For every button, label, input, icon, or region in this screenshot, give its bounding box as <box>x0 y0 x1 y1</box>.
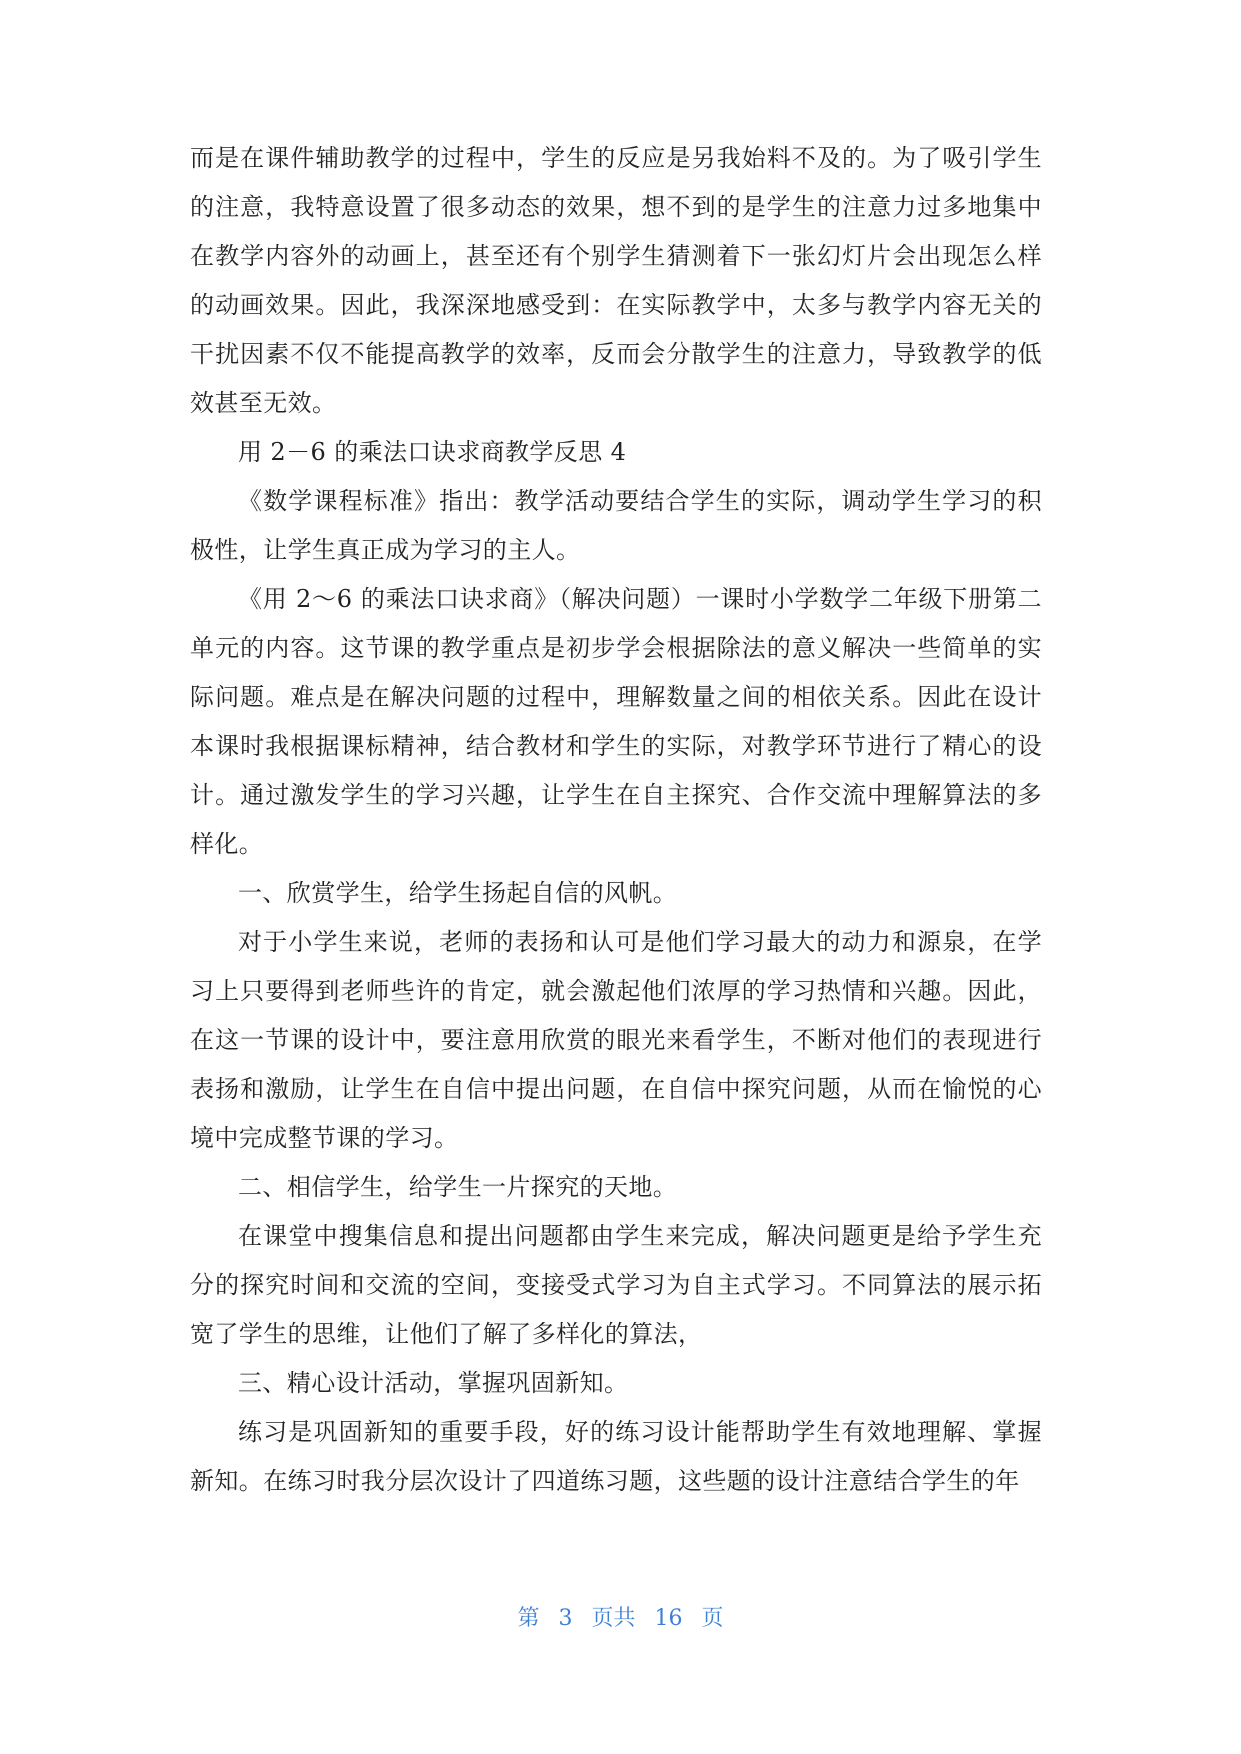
paragraph-10: 练习是巩固新知的重要手段，好的练习设计能帮助学生有效地理解、掌握新知。在练习时我分层次设计了四道练习题，这些题的设计注意结合学生的年 <box>190 1418 1042 1495</box>
page-footer <box>0 1604 1241 1634</box>
paragraph-6: 对于小学生来说，老师的表扬和认可是他们学习最大的动力和源泉，在学习上只要得到老师些许的肯定，就会激起他们浓厚的学习热情和兴趣。因此，在这一节课的设计中，要注意用欣赏的眼光来看学生，不断对他们的表现进行表扬和激励，让学生在自信中提出问题，在自信中探究问题，从而在愉悦的心境中完成整节课的学习。 <box>190 928 1042 1152</box>
footer-total-pages: 16 <box>654 1606 683 1631</box>
section-title: 用 2－6 的乘法口诀求商教学反思 4 <box>238 438 627 466</box>
document-body <box>190 134 1042 1506</box>
paragraph-1: 而是在课件辅助教学的过程中，学生的反应是另我始料不及的。为了吸引学生的注意，我特意设置了很多动态的效果，想不到的是学生的注意力过多地集中在教学内容外的动画上，甚至还有个别学生猜测着下一张幻灯片会出现怎么样的动画效果。因此，我深深地感受到：在实际教学中，太多与教学内容无关的干扰因素不仅不能提高教学的效率，反而会分散学生的注意力，导致教学的低效甚至无效。 <box>190 144 1042 417</box>
paragraph-8: 在课堂中搜集信息和提出问题都由学生来完成，解决问题更是给予学生充分的探究时间和交流的空间，变接受式学习为自主式学习。不同算法的展示拓宽了学生的思维，让他们了解了多样化的算法， <box>190 1222 1042 1348</box>
heading-three: 三、精心设计活动，掌握巩固新知。 <box>238 1369 629 1397</box>
paragraph-4: 《用 2～6 的乘法口诀求商》（解决问题）一课时小学数学二年级下册第二单元的内容。这节课的教学重点是初步学会根据除法的意义解决一些简单的实际问题。难点是在解决问题的过程中，理解数量之间的相依关系。因此在设计本课时我根据课标精神，结合教材和学生的实际，对教学环节进行了精心的设计。通过激发学生的学习兴趣，让学生在自主探究、合作交流中理解算法的多样化。 <box>190 585 1042 858</box>
heading-one: 一、欣赏学生，给学生扬起自信的风帆。 <box>238 879 678 907</box>
footer-current-page: 3 <box>558 1606 573 1631</box>
heading-two: 二、相信学生，给学生一片探究的天地。 <box>238 1173 678 1201</box>
footer-suffix: 页 <box>701 1606 724 1631</box>
footer-prefix: 第 <box>517 1606 540 1631</box>
paragraph-3: 《数学课程标准》指出：教学活动要结合学生的实际，调动学生学习的积极性，让学生真正成为学习的主人。 <box>190 487 1042 564</box>
footer-middle: 页共 <box>591 1606 636 1631</box>
